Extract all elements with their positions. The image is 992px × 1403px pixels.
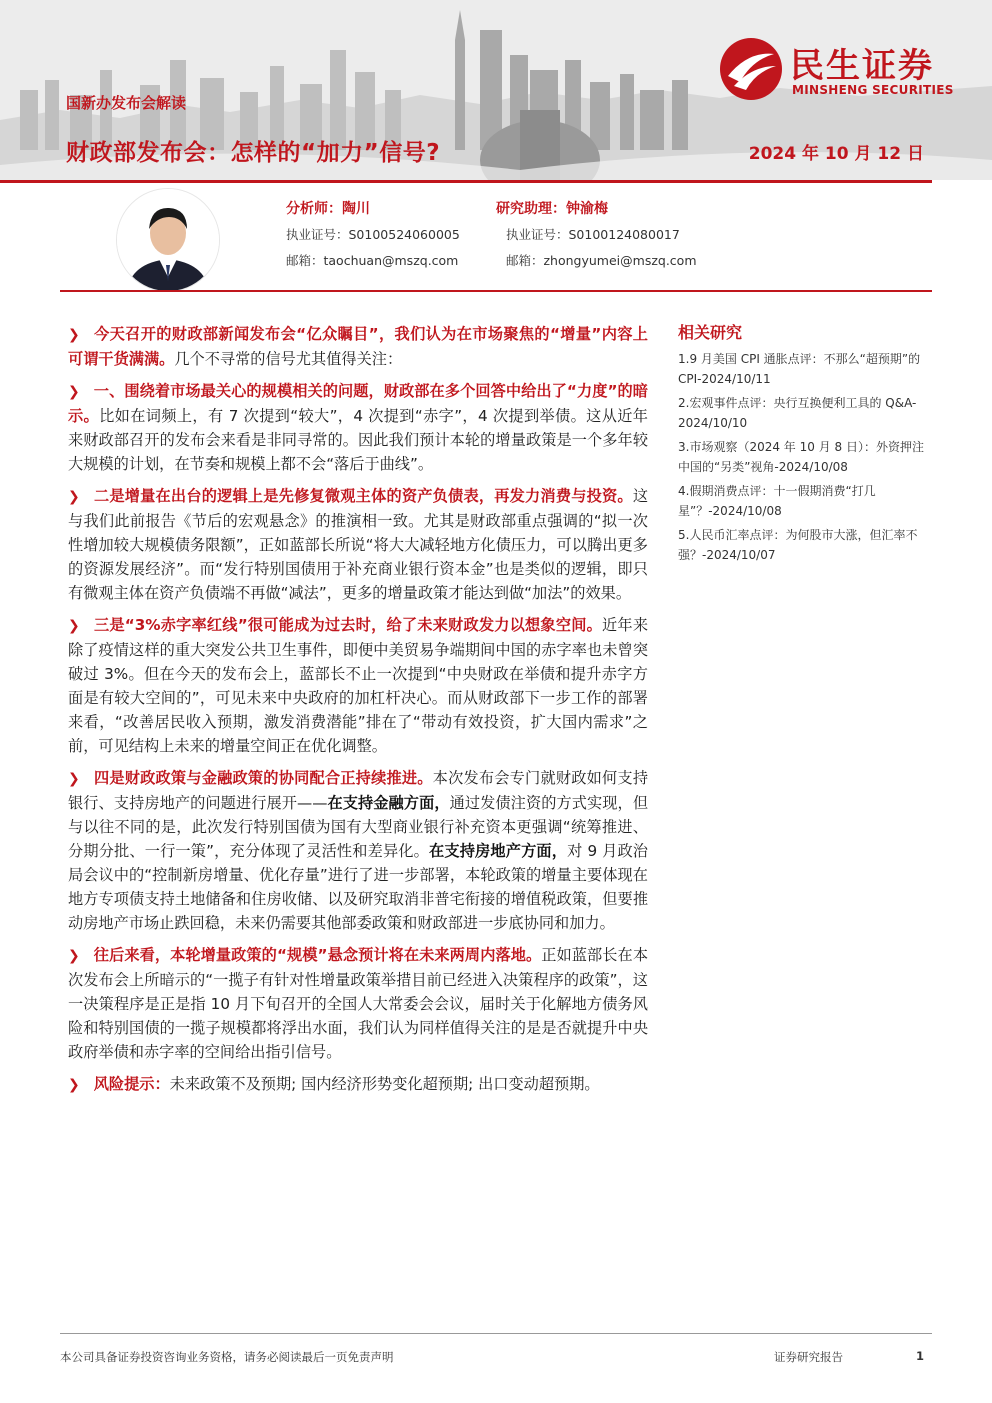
related-research-item[interactable]: 2.宏观事件点评：央行互换便利工具的 Q&A-2024/10/10 <box>678 396 917 430</box>
footer-divider <box>60 1333 932 1334</box>
bold-text: 在支持房地产方面， <box>429 842 568 860</box>
body-text: 未来政策不及预期; 国内经济形势变化超预期; 出口变动超预期。 <box>169 1075 600 1093</box>
body-text: 比如在词频上，有 7 次提到“较大”，4 次提到“赤字”，4 次提到举债。这从近年来财政部召开的发布会来看是非同寻常的。因此我们预计本轮的增量政策是一个多年较大规模的计划，在节奏和规模上都不会“落后于曲线”。 <box>68 407 648 473</box>
company-logo <box>718 36 968 106</box>
key-point-text: 风险提示： <box>93 1075 170 1093</box>
analyst-license: 执业证号：S0100524060005 <box>286 227 460 242</box>
bullet-arrow-icon: ❯ <box>68 489 80 505</box>
report-date: 2024 年 10 月 12 日 <box>748 144 924 164</box>
analyst-avatar <box>116 188 220 292</box>
key-point-text: 四是财政政策与金融政策的协同配合正持续推进。 <box>93 769 433 787</box>
header-divider <box>0 180 932 183</box>
related-research-item[interactable]: 4.假期消费点评：十一假期消费“打几星”？-2024/10/08 <box>678 484 876 518</box>
key-point-text: 往后来看，本轮增量政策的“规模”悬念预计将在未来两周内落地。 <box>93 946 542 964</box>
related-research-item[interactable]: 1.9 月美国 CPI 通胀点评：不那么“超预期”的 CPI-2024/10/11 <box>678 352 921 386</box>
body-paragraph <box>68 379 648 476</box>
footer-report-type: 证券研究报告 <box>774 1350 843 1364</box>
body-text: 本次发布会专门就财政如何支持银行、支持房地产的问题进行展开—— <box>68 769 649 812</box>
body-text: 近年来除了疫情这样的重大突发公共卫生事件，即便中美贸易争端期间中国的赤字率也未曾突破过 3%。但在今天的发布会上，蓝部长不止一次提到“中央财政在举债和提升赤字方面是有较大空间的”，可见未来中央政府的加杠杆决心。而从财政部下一步工作的部署来看，“改善居民收入预期，激发消费潜能”排在了“带动有效投资，扩大国内需求”之前，可见结构上未来的增量空间正在优化调整。 <box>68 616 649 755</box>
body-paragraph <box>68 1072 648 1097</box>
analyst-assistant <box>496 198 697 274</box>
related-research-item[interactable]: 5.人民币汇率点评：为何股市大涨，但汇率不强？-2024/10/07 <box>678 528 918 562</box>
assistant-license: 执业证号：S0100124080017 <box>506 227 680 242</box>
bullet-arrow-icon: ❯ <box>68 1077 80 1093</box>
body-text: 对 9 月政治局会议中的“控制新房增量、优化存量”进行了进一步部署，本轮政策的增量主要体现在地方专项债支持土地储备和住房收储、以及研究取消非普宅衔接的增值税政策，但要推动房地产市场止跌回稳，未来仍需要其他部委政策和财政部进一步底协同和加力。 <box>68 842 648 932</box>
report-category: 国新办发布会解读 <box>66 94 187 112</box>
body-text: 几个不寻常的信号尤其值得关注： <box>174 350 403 368</box>
logo-text-en: MINSHENG SECURITIES <box>792 83 954 97</box>
key-point-text: 今天召开的财政部新闻发布会“亿众瞩目”，我们认为在市场聚焦的“增量”内容上可谓干货满满。 <box>68 325 648 368</box>
bullet-arrow-icon: ❯ <box>68 948 80 964</box>
key-point-text: 三是“3%赤字率红线”很可能成为过去时，给了未来财政发力以想象空间。 <box>93 616 603 634</box>
body-text: 通过发债注资的方式实现，但与以往不同的是，此次发行特别国债为国有大型商业银行补充资本更强调“统筹推进、分期分批、一行一策”，充分体现了灵活性和差异化。 <box>68 794 649 860</box>
logo-text-cn: 民生证券 <box>790 46 934 86</box>
page-number: 1 <box>916 1349 925 1363</box>
related-research-item[interactable]: 3.市场观察（2024 年 10 月 8 日）：外资押注中国的“另类”视角-2024/10/08 <box>678 440 924 474</box>
bullet-arrow-icon: ❯ <box>68 384 80 400</box>
analyst-name: 分析师：陶川 <box>286 201 370 217</box>
body-text: 正如蓝部长在本次发布会上所暗示的“一揽子有针对性增量政策举措目前已经进入决策程序的政策”，这一决策程序是正是指 10 月下旬召开的全国人大常委会会议，届时关于化解地方债务风险和特别国债的一揽子规模都将浮出水面，我们认为同样值得关注的是是否就提升中央政府举债和赤字率的空间给出指引信号。 <box>68 946 649 1061</box>
bullet-arrow-icon: ❯ <box>68 771 80 787</box>
analyst-primary <box>286 198 460 274</box>
section-divider <box>60 290 932 292</box>
assistant-name: 研究助理：钟渝梅 <box>496 201 608 217</box>
related-research <box>678 320 934 569</box>
key-point-text: 二是增量在出台的逻辑上是先修复微观主体的资产负债表，再发力消费与投资。 <box>93 487 633 505</box>
related-research-heading: 相关研究 <box>678 323 743 342</box>
body-paragraph <box>68 613 648 758</box>
body-paragraph <box>68 484 648 605</box>
minsheng-logo-icon <box>718 36 784 102</box>
body-paragraph <box>68 766 648 935</box>
key-point-text: 一、围绕着市场最关心的规模相关的问题，财政部在多个回答中给出了“力度”的暗示。 <box>68 382 648 425</box>
report-body <box>68 322 648 1105</box>
analyst-photo-image <box>117 189 219 291</box>
body-paragraph <box>68 943 648 1064</box>
footer-disclaimer: 本公司具备证券投资咨询业务资格，请务必阅读最后一页免责声明 <box>60 1350 394 1364</box>
bullet-arrow-icon: ❯ <box>68 327 80 343</box>
assistant-email[interactable]: 邮箱：zhongyumei@mszq.com <box>506 253 697 268</box>
bold-text: 在支持金融方面， <box>327 794 450 812</box>
body-paragraph <box>68 322 648 371</box>
body-text: 这与我们此前报告《节后的宏观悬念》的推演相一致。尤其是财政部重点强调的“拟一次性增加较大规模债务限额”，正如蓝部长所说“将大大减轻地方化债压力，可以腾出更多的资源发展经济”。而“发行特别国债用于补充商业银行资本金”也是类似的逻辑，即只有微观主体在资产负债端不再做“减法”，更多的增量政策才能达到做“加法”的效果。 <box>68 487 648 602</box>
analyst-email[interactable]: 邮箱：taochuan@mszq.com <box>286 253 459 268</box>
bullet-arrow-icon: ❯ <box>68 618 80 634</box>
report-title: 财政部发布会：怎样的“加力”信号? <box>66 140 441 166</box>
